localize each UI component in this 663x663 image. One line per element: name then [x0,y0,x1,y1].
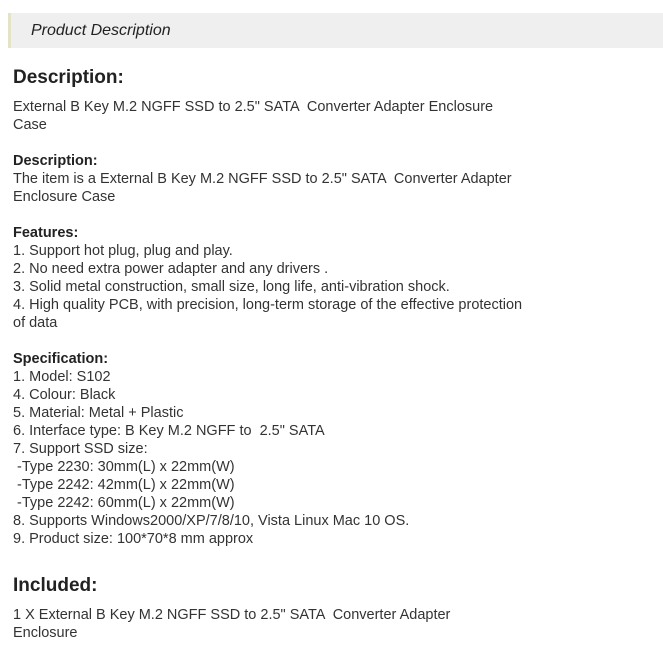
spec-item: 1. Model: S102 [13,369,111,385]
spec-item: -Type 2242: 60mm(L) x 22mm(W) [13,495,235,511]
spec-item: 7. Support SSD size: [13,441,148,457]
item-description-section [13,152,512,206]
spec-item: 5. Material: Metal + Plastic [13,405,184,421]
section-header-bar [8,13,663,48]
description-line: Case [13,117,47,133]
item-description-line: Enclosure Case [13,189,116,205]
spec-item: 6. Interface type: B Key M.2 NGFF to 2.5" SATA [13,423,325,439]
feature-item: 2. No need extra power adapter and any drivers . [13,261,329,277]
feature-item: 4. High quality PCB, with precision, long-term storage of the effective protection [13,297,523,313]
spec-item: -Type 2230: 30mm(L) x 22mm(W) [13,459,235,475]
included-item: Enclosure [13,625,78,641]
description-heading: Description: [13,67,124,88]
item-description-line: The item is a External B Key M.2 NGFF SSD to 2.5" SATA Converter Adapter [13,171,512,187]
included-heading: Included: [13,575,98,596]
included-item: 1 X External B Key M.2 NGFF SSD to 2.5" SATA Converter Adapter [13,607,451,623]
spec-item: 8. Supports Windows2000/XP/7/8/10, Vista Linux Mac 10 OS. [13,513,410,529]
specification-heading: Specification: [13,351,109,367]
spec-item: 4. Colour: Black [13,387,116,403]
features-section [13,224,522,332]
spec-item: 9. Product size: 100*70*8 mm approx [13,531,254,547]
feature-item: of data [13,315,58,331]
description-section [13,66,493,134]
spec-item: -Type 2242: 42mm(L) x 22mm(W) [13,477,235,493]
specification-section [13,350,409,548]
included-section [13,574,450,642]
description-line: External B Key M.2 NGFF SSD to 2.5" SATA Converter Adapter Enclosure [13,99,494,115]
features-heading: Features: [13,225,79,241]
item-description-heading: Description: [13,153,98,169]
feature-item: 1. Support hot plug, plug and play. [13,243,233,259]
section-title: Product Description [31,22,171,39]
feature-item: 3. Solid metal construction, small size, long life, anti-vibration shock. [13,279,450,295]
